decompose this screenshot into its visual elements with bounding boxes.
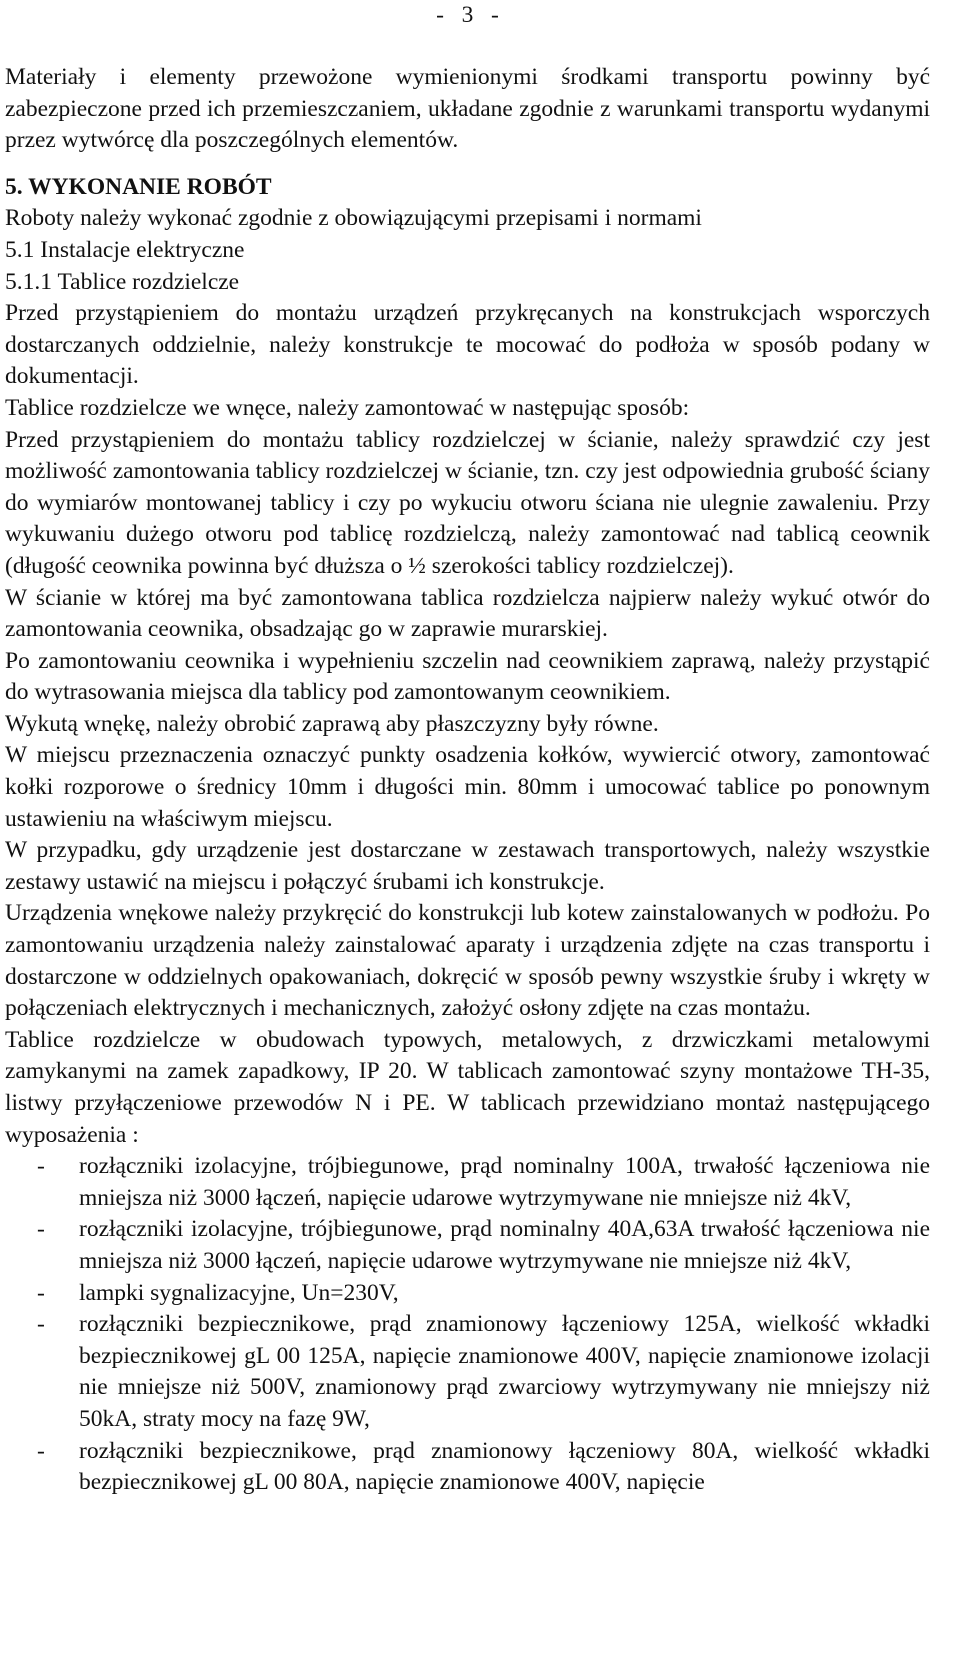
- list-dash: -: [37, 1153, 45, 1180]
- body-paragraph: Tablice rozdzielcze w obudowach typowych, metalowych, z drzwiczkami metalowymi zamykanymi na zamek zapadkowy, IP 20. W tablicach zamontować szyny montażowe TH-35, listwy przyłączeniowe przewodów N i PE. W tablicach przewidziano montaż następującego wyposażenia :: [5, 1026, 930, 1148]
- equipment-list: [5, 1151, 930, 1499]
- body-paragraph: Po zamontowaniu ceownika i wypełnieniu szczelin nad ceownikiem zaprawą, należy przystąpić do wytrasowania miejsca dla tablicy pod zamontowanym ceownikiem.: [5, 647, 930, 706]
- list-item-text: rozłączniki izolacyjne, trójbiegunowe, prąd nominalny 100A, trwałość łączeniowa nie mniejsza niż 3000 łączeń, napięcie udarowe wytrzymywane nie mniejsze niż 4kV,: [79, 1153, 930, 1211]
- document-page: [5, 0, 930, 1666]
- body-paragraph: Przed przystąpieniem do montażu urządzeń przykręcanych na konstrukcjach wsporczych dostarczanych oddzielnie, należy konstrukcje te mocować do podłoża w sposób podany w dokumentacji.: [5, 300, 930, 390]
- list-item-text: lampki sygnalizacyjne, Un=230V,: [79, 1279, 399, 1306]
- spacer: [5, 157, 930, 172]
- list-item: [5, 1214, 930, 1277]
- body-paragraph: Urządzenia wnękowe należy przykręcić do konstrukcji lub kotew zainstalowanych w podłożu. Po zamontowaniu urządzenia należy zainstalować aparaty i urządzenia zdjęte na czas transportu i dostarczone w oddzielnych opakowaniach, dokręcić w sposób pewny wszystkie śruby i wkręty w połączeniach elektrycznych i mechanicznych, założyć osłony zdjęte na czas montażu.: [5, 900, 930, 1022]
- body-paragraph: Wykutą wnękę, należy obrobić zaprawą aby płaszczyzny były równe.: [5, 710, 659, 737]
- list-dash: -: [37, 1216, 45, 1243]
- section-intro-line: Roboty należy wykonać zgodnie z obowiązującymi przepisami i normami: [5, 205, 702, 232]
- body-paragraph: W przypadku, gdy urządzenie jest dostarczane w zestawach transportowych, należy wszystkie zestawy ustawić na miejscu i połączyć śrubami ich konstrukcje.: [5, 837, 930, 895]
- subsection-heading: 5.1 Instalacje elektryczne: [5, 236, 245, 263]
- list-dash: -: [37, 1279, 45, 1306]
- list-item-text: rozłączniki izolacyjne, trójbiegunowe, prąd nominalny 40A,63A trwałość łączeniowa nie mniejsza niż 3000 łączeń, napięcie udarowe wytrzymywane nie mniejsze niż 4kV,: [79, 1216, 930, 1274]
- list-item: [5, 1309, 930, 1435]
- subsubsection-heading: 5.1.1 Tablice rozdzielcze: [5, 268, 240, 295]
- list-item-text: rozłączniki bezpiecznikowe, prąd znamionowy łączeniowy 80A, wielkość wkładki bezpiecznikowej gL 00 80A, napięcie znamionowe 400V, napięcie: [79, 1437, 930, 1496]
- list-item: [5, 1151, 930, 1214]
- body-paragraph: Tablice rozdzielcze we wnęce, należy zamontować w następując sposób:: [5, 394, 690, 421]
- list-dash: -: [37, 1311, 45, 1338]
- list-item: [5, 1278, 930, 1310]
- section-heading: 5. WYKONANIE ROBÓT: [5, 173, 272, 200]
- page-number: - 3 -: [436, 2, 499, 28]
- intro-paragraph: Materiały i elementy przewożone wymienionymi środkami transportu powinny być zabezpieczone przed ich przemieszczaniem, układane zgodnie z warunkami transportu wydanymi przez wytwórcę dla poszczególnych elementów.: [5, 64, 930, 154]
- list-item-text: rozłączniki bezpiecznikowe, prąd znamionowy łączeniowy 125A, wielkość wkładki bezpiecznikowej gL 00 125A, napięcie znamionowe 400V, napięcie znamionowe izolacji nie mniejsze niż 500V, znamionowy prąd zwarciowy wytrzymywany nie mniejszy niż 50kA, straty mocy na fazę 9W,: [79, 1311, 930, 1432]
- body-paragraph: Przed przystąpieniem do montażu tablicy rozdzielczej w ścianie, należy sprawdzić czy jest możliwość zamontowania tablicy rozdzielczej w ścianie, tzn. czy jest odpowiednia grubość ściany do wymiarów montowanej tablicy i czy po wykuciu otworu ściana nie ulegnie zawaleniu. Przy wykuwaniu dużego otworu pod tablicę rozdzielczą, należy zamontować nad tablicą ceownik (długość ceownika powinna być dłuższa o ½ szerokości tablicy rozdzielczej).: [5, 426, 930, 579]
- body-paragraph: W miejscu przeznaczenia oznaczyć punkty osadzenia kołków, wywiercić otwory, zamontować kołki rozporowe o średnicy 10mm i długości min. 80mm i umocować tablice po ponownym ustawieniu na właściwym miejscu.: [5, 742, 930, 832]
- list-item: [5, 1436, 930, 1499]
- list-dash: -: [37, 1437, 45, 1464]
- body-paragraph: W ścianie w której ma być zamontowana tablica rozdzielcza najpierw należy wykuć otwór do zamontowania ceownika, obsadzając go w zaprawie murarskiej.: [5, 584, 930, 643]
